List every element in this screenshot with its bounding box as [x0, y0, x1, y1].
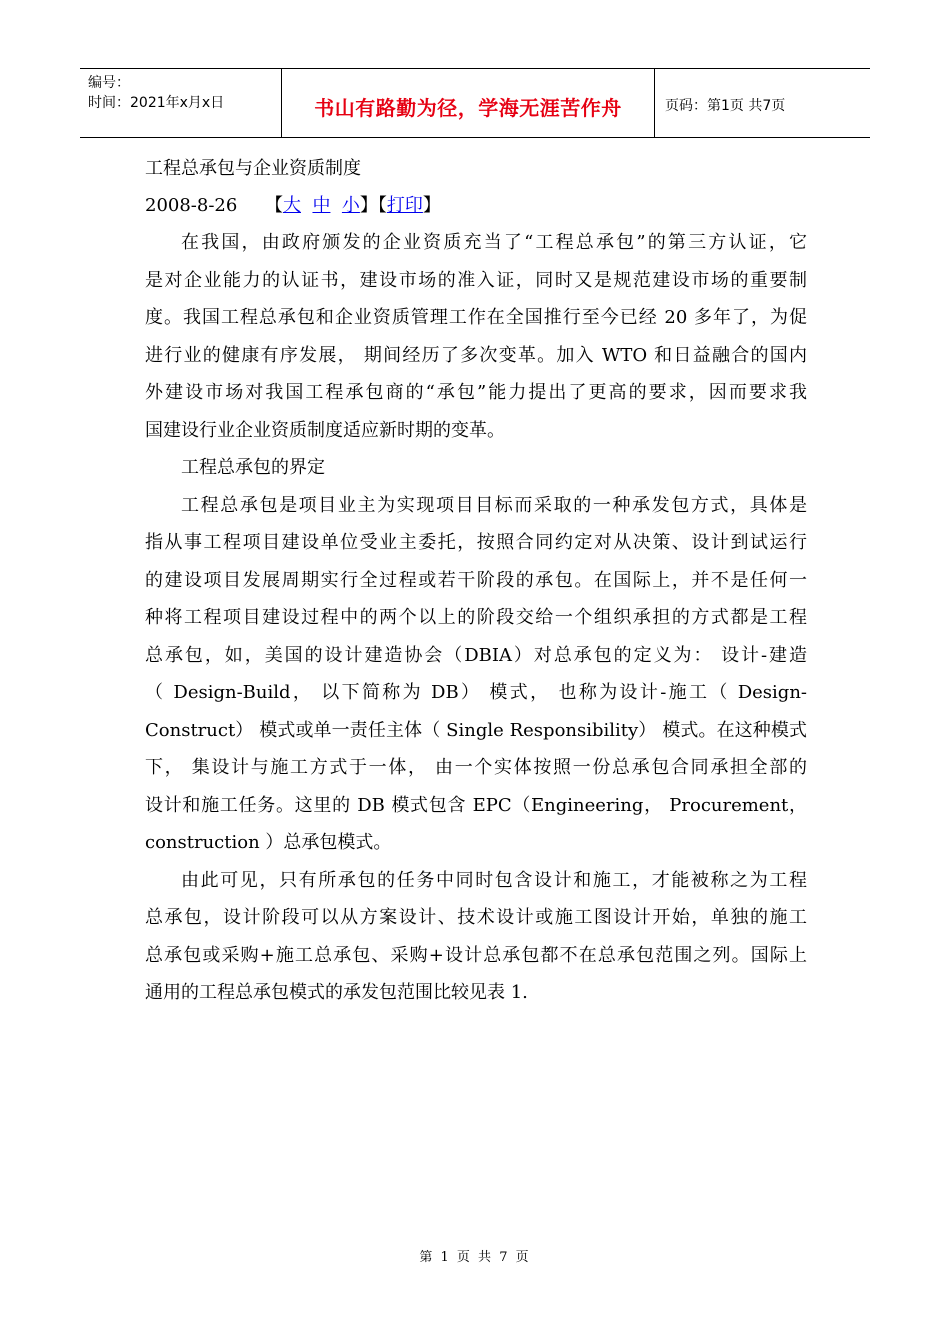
section-heading: 工程总承包的界定 — [181, 457, 325, 478]
article-date: 2008-8-26 — [145, 195, 238, 216]
text-line: 度。我国工程总承包和企业资质管理工作在全国推行至今已经 20 多年了，为促 — [145, 307, 807, 328]
bracket-open: 【 — [265, 195, 283, 216]
document-time-label: 时间：2021年x月x日 — [88, 95, 225, 111]
text-line: 是对企业能力的认证书，建设市场的准入证，同时又是规范建设市场的重要制 — [145, 269, 807, 291]
text-line: 下， 集设计与施工方式于一体， 由一个实体按照一份总承包合同承担全部的 — [145, 757, 807, 778]
text-line: 通用的工程总承包模式的承发包范围比较见表 1. — [145, 982, 528, 1003]
paragraph-3 — [145, 862, 807, 1012]
page-footer: 第 1 页 共 7 页 — [419, 1250, 531, 1265]
header-info — [80, 69, 282, 137]
text-line: 设计和施工任务。这里的 DB 模式包含 EPC（Engineering， Procurement， — [145, 794, 807, 816]
text-line: 由此可见，只有所承包的任务中同时包含设计和施工，才能被称之为工程 — [181, 869, 807, 891]
text-line: 指从事工程项目建设单位受业主委托，按照合同约定对从决策、设计到试运行 — [145, 532, 807, 553]
font-size-controls — [265, 188, 441, 224]
text-line: 国建设行业企业资质制度适应新时期的变革。 — [145, 419, 505, 441]
text-line: 工程总承包是项目业主为实现项目目标而采取的一种承发包方式，具体是 — [181, 494, 807, 516]
bracket-close: 】 — [359, 195, 378, 216]
page-header — [80, 68, 870, 138]
article-body — [145, 150, 807, 1012]
font-size-large-link[interactable]: 大 — [283, 195, 301, 216]
text-line: 总承包，设计阶段可以从方案设计、技术设计或施工图设计开始，单独的施工 — [145, 907, 807, 928]
bracket-close: 】 — [422, 195, 441, 216]
font-size-small-link[interactable]: 小 — [341, 195, 360, 216]
text-line: 种将工程项目建设过程中的两个以上的阶段交给一个组织承担的方式都是工程 — [145, 607, 807, 628]
text-line: 进行业的健康有序发展， 期间经历了多次变革。加入 WTO 和日益融合的国内 — [145, 344, 807, 366]
bracket-open: 【 — [377, 195, 387, 216]
text-line: 的建设项目发展周期实行全过程或若干阶段的承包。在国际上，并不是任何一 — [145, 569, 807, 591]
text-line: construction ）总承包模式。 — [145, 832, 392, 853]
text-line: 总承包或采购+施工总承包、采购+设计总承包都不在总承包范围之列。国际上 — [145, 944, 807, 966]
text-line: 在我国，由政府颁发的企业资质充当了“工程总承包”的第三方认证，它 — [181, 232, 807, 253]
paragraph-2 — [145, 487, 807, 862]
font-size-medium-link[interactable]: 中 — [312, 195, 331, 216]
article-meta — [145, 188, 807, 224]
article-title: 工程总承包与企业资质制度 — [145, 158, 361, 179]
text-line: 总承包，如，美国的设计建造协会（DBIA）对总承包的定义为： 设计-建造 — [145, 644, 807, 666]
text-line: Construct） 模式或单一责任主体（ Single Responsibility） 模式。在这种模式 — [145, 719, 807, 741]
header-page-number: 页码：第1页 共7页 — [665, 98, 786, 114]
paragraph-1 — [145, 224, 807, 449]
document-number-label: 编号： — [88, 75, 130, 91]
text-line: 外建设市场对我国工程承包商的“承包”能力提出了更高的要求，因而要求我 — [145, 382, 807, 403]
header-motto: 书山有路勤为径，学海无涯苦作舟 — [282, 69, 655, 137]
print-link[interactable]: 打印 — [386, 195, 423, 216]
text-line: （ Design-Build， 以下简称为 DB） 模式， 也称为设计-施工（ Design- — [145, 682, 807, 703]
